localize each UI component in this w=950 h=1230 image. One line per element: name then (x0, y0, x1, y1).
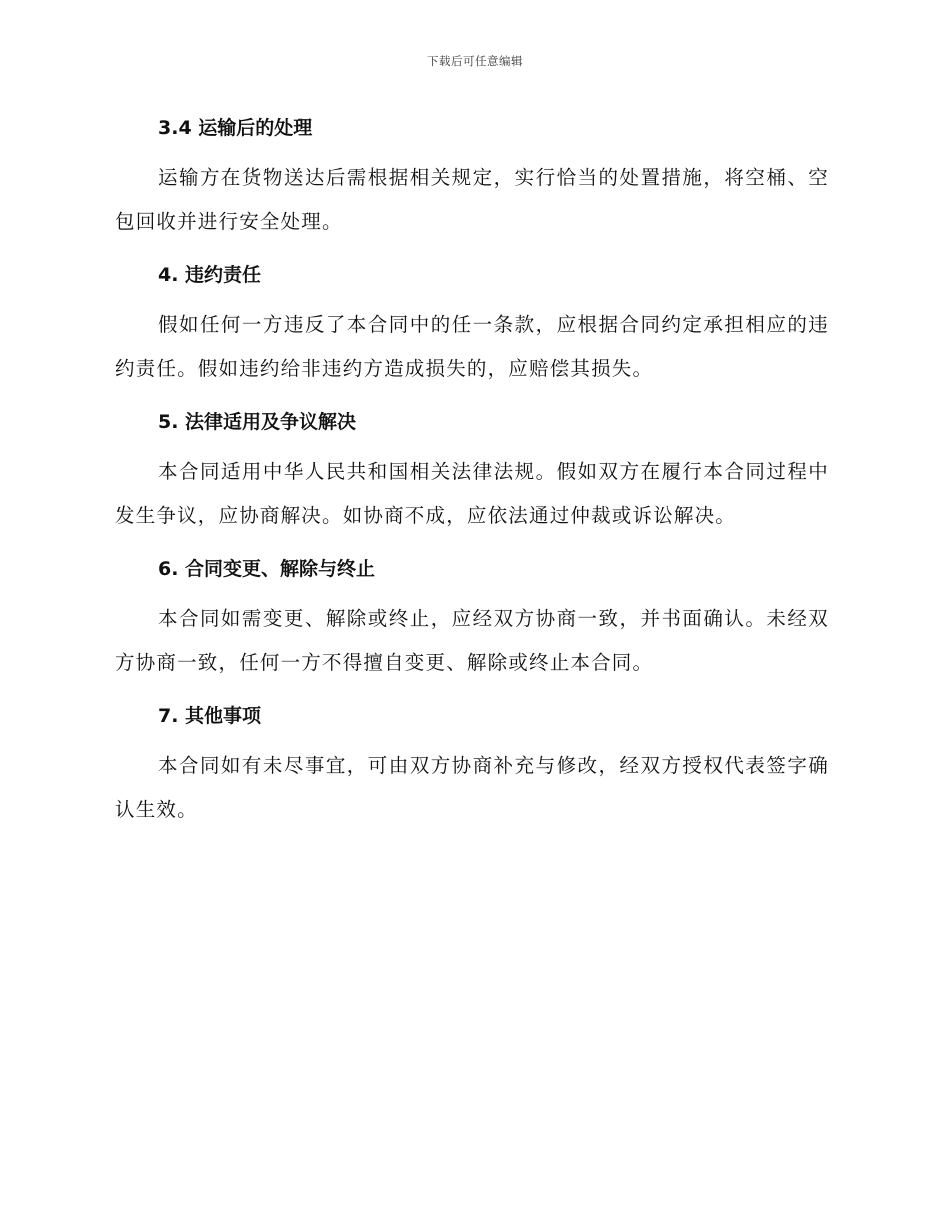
section-miscellaneous (115, 696, 829, 832)
section-paragraph: 本合同如需变更、解除或终止，应经双方协商一致，并书面确认。未经双方协商一致，任何一方不得擅自变更、解除或终止本合同。 (115, 607, 829, 674)
section-paragraph: 本合同如有未尽事宜，可由双方协商补充与修改，经双方授权代表签字确认生效。 (115, 754, 829, 821)
page-header: 下载后可任意编辑 (427, 54, 523, 68)
section-heading: 5. 法律适用及争议解决 (158, 411, 357, 433)
section-heading: 7. 其他事项 (158, 705, 262, 727)
section-amendment-termination (115, 549, 829, 685)
section-transport-after (115, 108, 829, 244)
section-paragraph: 运输方在货物送达后需根据相关规定，实行恰当的处置措施，将空桶、空包回收并进行安全处理。 (115, 166, 829, 233)
section-heading: 3.4 运输后的处理 (158, 117, 313, 139)
document-body (115, 108, 829, 843)
section-governing-law (115, 402, 829, 538)
section-heading: 4. 违约责任 (158, 264, 262, 286)
section-breach-liability (115, 255, 829, 391)
section-heading: 6. 合同变更、解除与终止 (158, 558, 376, 580)
section-paragraph: 本合同适用中华人民共和国相关法律法规。假如双方在履行本合同过程中发生争议，应协商解决。如协商不成，应依法通过仲裁或诉讼解决。 (115, 460, 829, 527)
section-paragraph: 假如任何一方违反了本合同中的任一条款，应根据合同约定承担相应的违约责任。假如违约给非违约方造成损失的，应赔偿其损失。 (115, 313, 829, 380)
